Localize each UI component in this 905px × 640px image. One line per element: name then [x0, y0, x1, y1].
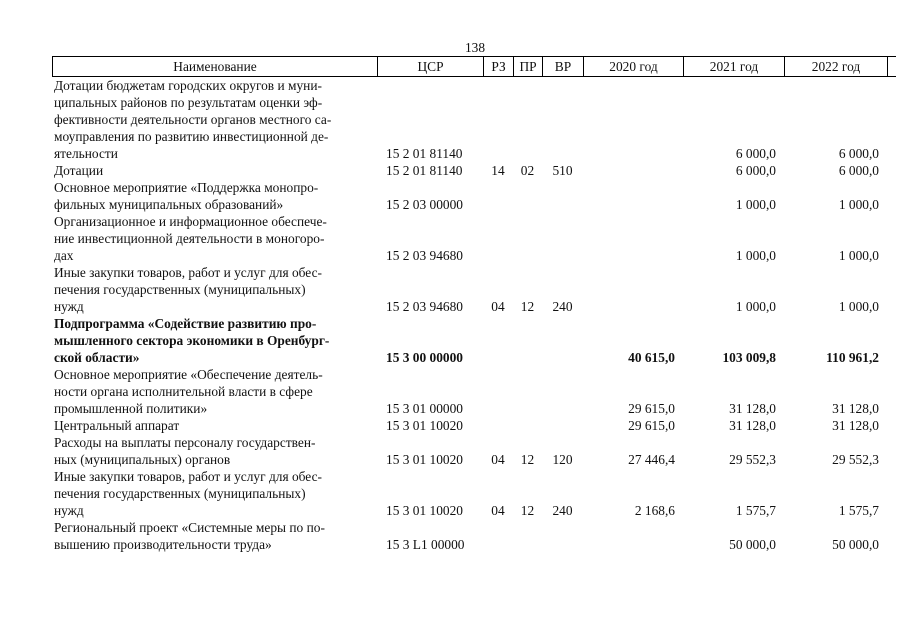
- cell-csr: 15 3 00 00000: [386, 350, 463, 365]
- table-header: [52, 56, 896, 77]
- cell-2020: 29 615,0: [628, 418, 675, 433]
- cell-2020: 2 168,6: [634, 503, 675, 518]
- table-row: [52, 468, 896, 519]
- cell-2022: 50 000,0: [832, 537, 879, 552]
- cell-2020: 27 446,4: [628, 452, 675, 467]
- table-row: [52, 162, 896, 179]
- cell-2021: 1 000,0: [735, 248, 776, 263]
- cell-2022: 110 961,2: [826, 350, 879, 365]
- cell-csr: 15 3 01 10020: [386, 503, 463, 518]
- cell-csr: 15 2 03 00000: [386, 197, 463, 212]
- page-number: 138: [464, 40, 486, 55]
- cell-name: Дотации: [54, 163, 104, 178]
- cell-vr: 510: [552, 163, 573, 178]
- cell-2021: 29 552,3: [729, 452, 776, 467]
- cell-rz: 04: [491, 503, 505, 518]
- cell-2021: 50 000,0: [729, 537, 776, 552]
- cell-vr: 240: [552, 503, 573, 518]
- header-vr: ВР: [543, 57, 584, 76]
- budget-table: [52, 56, 896, 553]
- header-pr: ПР: [514, 57, 543, 76]
- header-rz: РЗ: [484, 57, 514, 76]
- cell-2022: 6 000,0: [838, 146, 879, 161]
- cell-2021: 6 000,0: [735, 146, 776, 161]
- cell-pr: 12: [520, 452, 535, 467]
- cell-csr: 15 3 L1 00000: [386, 537, 465, 552]
- cell-csr: 15 3 01 10020: [386, 418, 463, 433]
- cell-2021: 1 000,0: [735, 299, 776, 314]
- cell-csr: 15 2 01 81140: [386, 163, 463, 178]
- cell-name: Центральный аппарат: [54, 418, 180, 433]
- cell-2021: 31 128,0: [729, 401, 776, 416]
- cell-name: Иные закупки товаров, работ и услуг для обес- печения государственных (муниципальных) нужд: [54, 469, 322, 518]
- cell-name: Организационное и информационное обеспече- ние инвестиционной деятельности в моногоро- дах: [54, 214, 327, 263]
- cell-2022: 1 000,0: [838, 299, 879, 314]
- cell-name: Иные закупки товаров, работ и услуг для обес- печения государственных (муниципальных) нужд: [54, 265, 322, 314]
- table-row: [52, 519, 896, 553]
- cell-2022: 29 552,3: [832, 452, 879, 467]
- header-csr: ЦСР: [378, 57, 484, 76]
- header-2021: 2021 год: [684, 57, 785, 76]
- cell-name: Дотации бюджетам городских округов и муни- ципальных районов по результатам оценки эф- фективности деятельности органов местного са- моуправления по развитию инвестиционной де- ятельности: [54, 78, 332, 161]
- cell-2022: 31 128,0: [832, 418, 879, 433]
- header-name: Наименование: [53, 57, 378, 76]
- cell-2020: 40 615,0: [628, 350, 675, 365]
- table-row: [52, 213, 896, 264]
- cell-2021: 1 000,0: [735, 197, 776, 212]
- cell-pr: 02: [520, 163, 535, 178]
- table-row: [52, 264, 896, 315]
- table-body: [52, 77, 896, 553]
- cell-name: Основное мероприятие «Обеспечение деятель- ности органа исполнительной власти в сфере промышленной политики»: [54, 367, 323, 416]
- cell-name: Расходы на выплаты персоналу государствен- ных (муниципальных) органов: [54, 435, 316, 467]
- cell-pr: 12: [520, 503, 535, 518]
- cell-rz: 04: [491, 299, 505, 314]
- cell-name: Региональный проект «Системные меры по по- вышению производительности труда»: [54, 520, 325, 552]
- table-row: [52, 366, 896, 417]
- table-row: [52, 179, 896, 213]
- table-row: [52, 315, 896, 366]
- cell-2021: 6 000,0: [735, 163, 776, 178]
- cell-name: Основное мероприятие «Поддержка монопро- фильных муниципальных образований»: [54, 180, 319, 212]
- cell-2021: 1 575,7: [735, 503, 776, 518]
- cell-csr: 15 3 01 10020: [386, 452, 463, 467]
- cell-2021: 31 128,0: [729, 418, 776, 433]
- header-2022: 2022 год: [785, 57, 888, 76]
- cell-2022: 31 128,0: [832, 401, 879, 416]
- cell-csr: 15 2 03 94680: [386, 299, 463, 314]
- cell-2022: 1 575,7: [838, 503, 879, 518]
- cell-csr: 15 3 01 00000: [386, 401, 463, 416]
- cell-name: Подпрограмма «Содействие развитию про- мышленного сектора экономики в Оренбург- ской области»: [54, 316, 330, 365]
- cell-rz: 14: [491, 163, 505, 178]
- cell-2020: 29 615,0: [628, 401, 675, 416]
- cell-pr: 12: [520, 299, 535, 314]
- cell-2022: 1 000,0: [838, 197, 879, 212]
- table-row: [52, 77, 896, 162]
- cell-csr: 15 2 01 81140: [386, 146, 463, 161]
- table-row: [52, 434, 896, 468]
- cell-rz: 04: [491, 452, 505, 467]
- header-2020: 2020 год: [584, 57, 684, 76]
- cell-vr: 120: [552, 452, 573, 467]
- table-row: [52, 417, 896, 434]
- cell-2021: 103 009,8: [722, 350, 776, 365]
- cell-vr: 240: [552, 299, 573, 314]
- cell-2022: 6 000,0: [838, 163, 879, 178]
- cell-csr: 15 2 03 94680: [386, 248, 463, 263]
- cell-2022: 1 000,0: [838, 248, 879, 263]
